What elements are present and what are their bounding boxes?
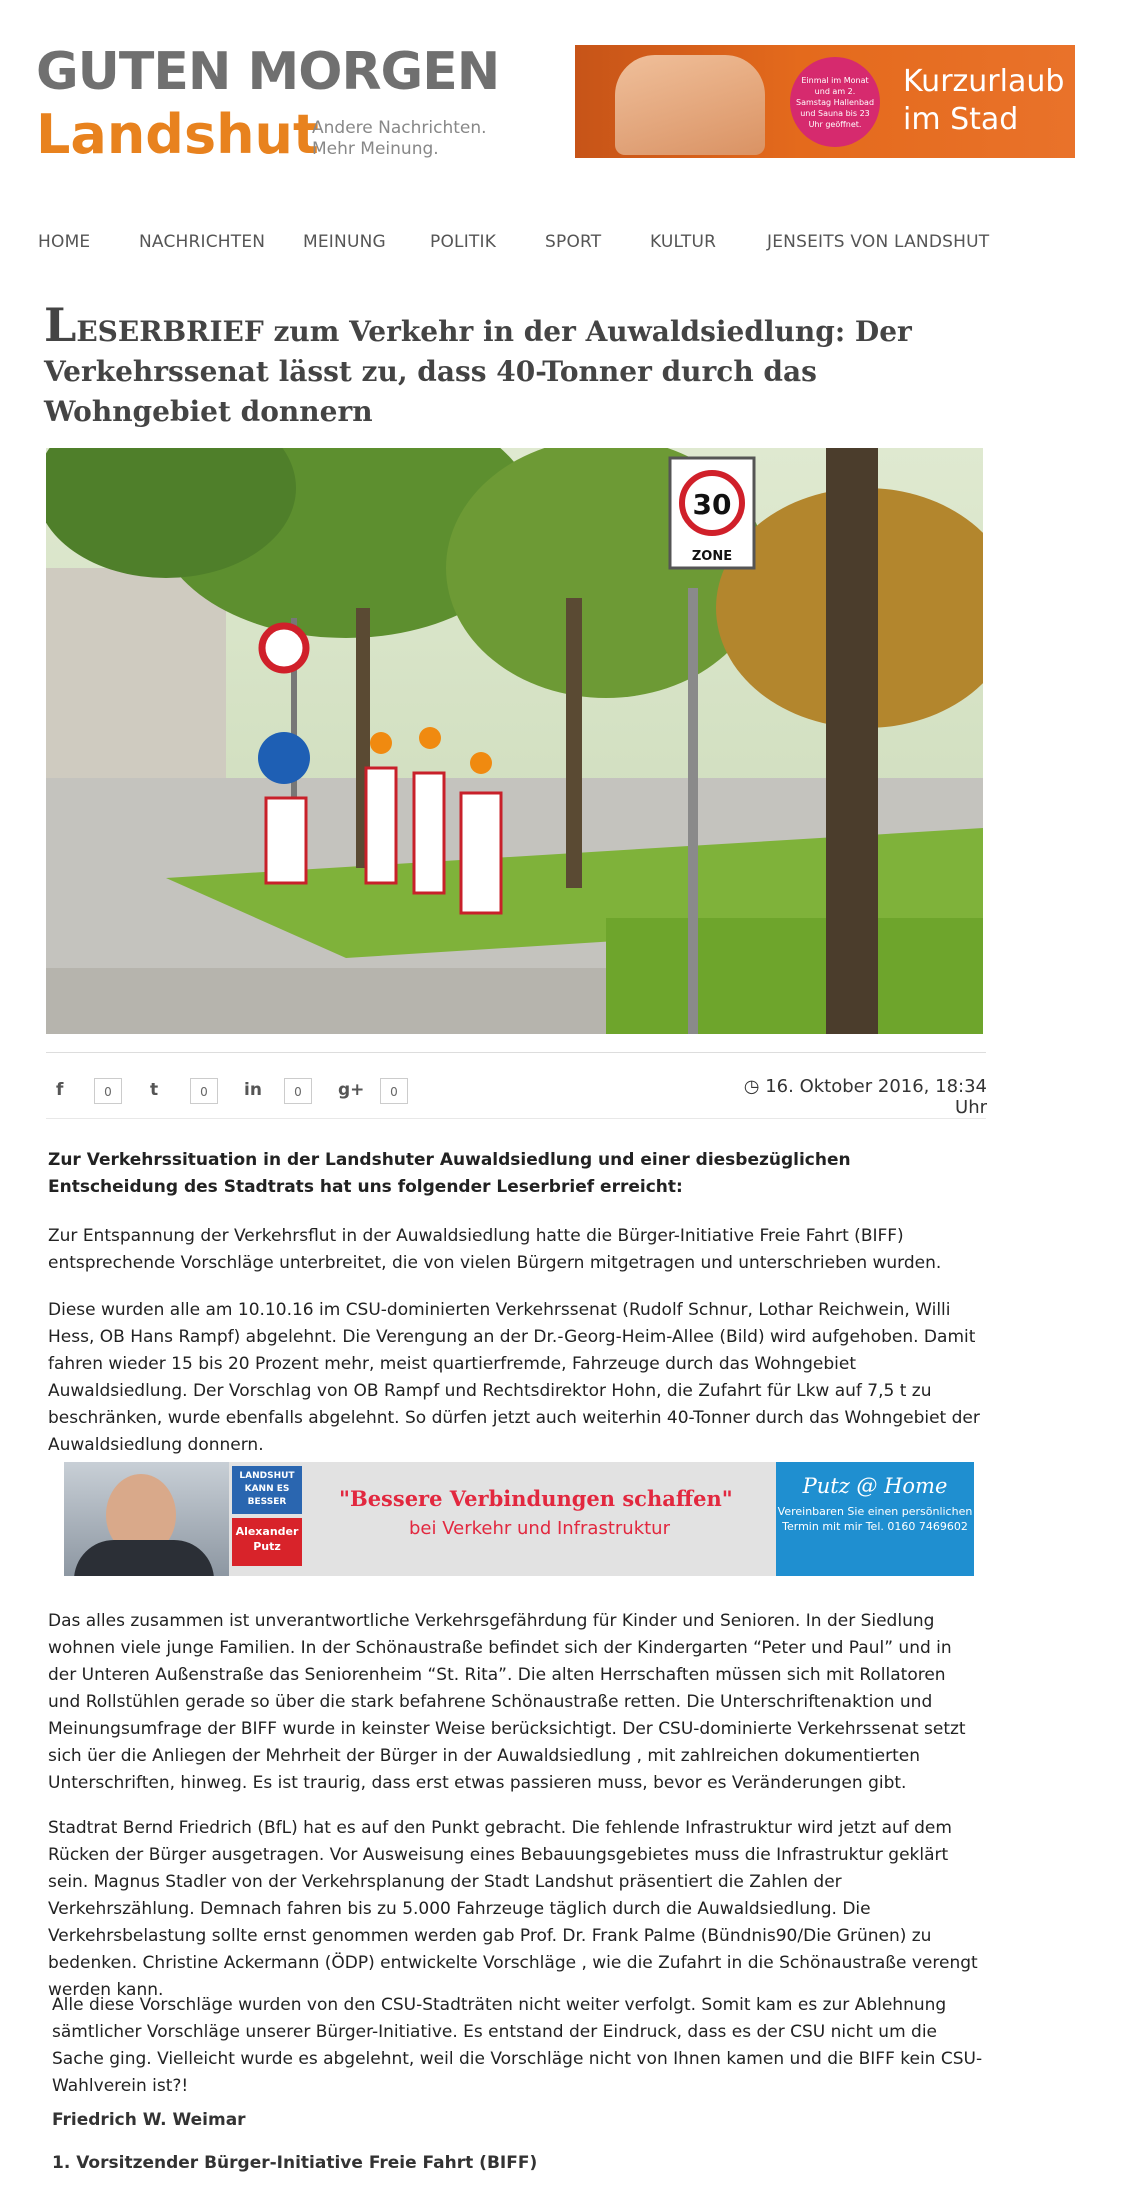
googleplus-icon[interactable]: g+ bbox=[338, 1080, 365, 1100]
direction-sign bbox=[258, 732, 310, 784]
ad-logo-slogan: LANDSHUT KANN ES BESSER bbox=[232, 1466, 302, 1514]
ad-contact-title: Putz @ Home bbox=[802, 1474, 948, 1498]
article-paragraph-5: Alle diese Vorschläge wurden von den CSU-Stadträten nicht weiter verfolgt. Somit kam es zur Ablehnung sämtlicher Vorschläge unserer Bürger-Initiative. Es entstand der Eindruck, dass es der CSU nicht um die Sache ging. Vielleicht wurde es abgelehnt, weil die Vorschläge nicht von Ihnen kamen und die BIFF kein CSU-Wahlverein ist?! bbox=[52, 1995, 983, 2096]
zone-sign-number: 30 bbox=[692, 488, 732, 521]
nav-item-home[interactable]: HOME bbox=[38, 232, 91, 252]
no-entry-sign bbox=[262, 626, 306, 670]
ad-contact-text: Vereinbaren Sie einen persönlichen Termin mit mir Tel. 0160 7469602 bbox=[777, 1505, 973, 1533]
date-text: 16. Oktober 2016, 18:34 Uhr bbox=[765, 1076, 987, 1118]
zone-sign-label: ZONE bbox=[691, 549, 733, 564]
tree-trunk bbox=[826, 448, 878, 1034]
share-divider-top bbox=[46, 1052, 986, 1053]
nav-item-nachrichten[interactable]: NACHRICHTEN bbox=[139, 232, 266, 252]
banner-person-image bbox=[615, 55, 765, 155]
article-title bbox=[44, 298, 944, 432]
ad-portrait-suit bbox=[74, 1540, 214, 1576]
banner-circle-badge: Einmal im Monat und am 2. Samstag Hallenbad und Sauna bis 23 Uhr geöffnet. bbox=[790, 57, 880, 147]
street-scene-illustration bbox=[46, 448, 983, 1034]
nav-item-kultur[interactable]: KULTUR bbox=[650, 232, 717, 252]
article-paragraph-1: Zur Entspannung der Verkehrsflut in der Auwaldsiedlung hatte die Bürger-Initiative Freie Fahrt (BIFF) entsprechende Vorschläge unterbreitet, die von vielen Bürgern mitgetragen und unterschrieben wurden. bbox=[48, 1226, 942, 1273]
ad-subtitle: bei Verkehr und Infrastruktur bbox=[409, 1518, 670, 1539]
author-role: 1. Vorsitzender Bürger-Initiative Freie Fahrt (BIFF) bbox=[52, 2153, 538, 2173]
share-divider-bottom bbox=[46, 1118, 986, 1119]
main-nav bbox=[0, 232, 1128, 268]
linkedin-icon[interactable]: in bbox=[244, 1080, 262, 1100]
ad-logo-name: Alexander Putz bbox=[232, 1518, 302, 1566]
nav-item-sport[interactable]: SPORT bbox=[545, 232, 602, 252]
barrier-post bbox=[366, 768, 396, 883]
author-name: Friedrich W. Weimar bbox=[52, 2110, 246, 2130]
article-date bbox=[737, 1076, 987, 1118]
nav-item-meinung[interactable]: MEINUNG bbox=[303, 232, 386, 252]
site-logo-top[interactable]: GUTEN MORGEN bbox=[36, 42, 500, 102]
site-logo-bottom[interactable]: Landshut bbox=[36, 103, 319, 166]
nav-item-politik[interactable]: POLITIK bbox=[430, 232, 497, 252]
share-bar bbox=[56, 1078, 436, 1104]
article-paragraph-3: Das alles zusammen ist unverantwortliche Verkehrsgefährdung für Kinder und Senioren. In der Siedlung wohnen viele junge Familien. In der Schönaustraße befindet sich der Kindergarten “Peter und Paul” und in der Unteren Außenstraße das Seniorenheim “St. Rita”. Die alten Herrschaften müssen sich mit Rollatoren und Rollstühlen gerade so über die stark befahrene Schönaustraße retten. Die Unterschriftenaktion und Meinungsumfrage der BIFF wurde in keinster Weise berücksichtigt. Der CSU-dominierte Verkehrssenat setzt sich üer die Anliegen der Mehrheit der Bürger in der Auwaldsiedlung , mit zahlreichen dokumentierten Unterschriften, hinweg. Es ist traurig, dass erst etwas passieren muss, bevor es Veränderungen gibt. bbox=[48, 1611, 966, 1793]
campaign-ad-banner[interactable] bbox=[64, 1462, 974, 1576]
header-ad-banner[interactable] bbox=[575, 45, 1075, 158]
ad-contact-box bbox=[776, 1462, 974, 1576]
facebook-count: 0 bbox=[94, 1078, 122, 1104]
nav-item-jenseits[interactable]: JENSEITS VON LANDSHUT bbox=[767, 232, 990, 252]
banner-line-2: im Stad bbox=[903, 102, 1019, 137]
twitter-icon[interactable]: t bbox=[150, 1080, 159, 1100]
title-initial: L bbox=[44, 298, 77, 352]
article-intro: Zur Verkehrssituation in der Landshuter Auwaldsiedlung und einer diesbezüglichen Entscheidung des Stadtrats hat uns folgender Leserbrief erreicht: bbox=[48, 1150, 851, 1197]
ad-slogan: "Bessere Verbindungen schaffen" bbox=[339, 1486, 733, 1511]
clock-icon: ◷ bbox=[743, 1076, 766, 1097]
facebook-icon[interactable]: f bbox=[56, 1080, 64, 1100]
ad-portrait bbox=[64, 1462, 229, 1576]
banner-headline bbox=[903, 63, 1064, 139]
article-paragraph-4: Stadtrat Bernd Friedrich (BfL) hat es auf den Punkt gebracht. Die fehlende Infrastruktur wird jetzt auf dem Rücken der Bürger ausgetragen. Vor Ausweisung eines Bebauungsgebietes muss die Infrastruktur geklärt sein. Magnus Stadler von der Verkehrsplanung der Stadt Landshut präsentiert die Zahlen der Verkehrszählung. Demnach fahren bis zu 5.000 Fahrzeuge täglich durch die Auwaldsiedlung. Die Verkehrsbelastung sollte ernst genommen werden gab Prof. Dr. Frank Palme (Bündnis90/Die Grünen) zu bedenken. Christine Ackermann (ÖDP) entwickelte Vorschläge , wie die Zufahrt in die Schönaustraße verengt werden kann. bbox=[48, 1818, 978, 2000]
building bbox=[46, 568, 226, 808]
site-tagline bbox=[312, 118, 487, 160]
tagline-line-1: Andere Nachrichten. bbox=[312, 118, 487, 138]
linkedin-count: 0 bbox=[284, 1078, 312, 1104]
banner-line-1: Kurzurlaub bbox=[903, 64, 1065, 99]
googleplus-count: 0 bbox=[380, 1078, 408, 1104]
title-text: ESERBRIEF zum Verkehr in der Auwaldsiedlung: Der Verkehrssenat lässt zu, dass 40-Tonner durch das Wohngebiet donnern bbox=[44, 315, 912, 428]
tagline-line-2: Mehr Meinung. bbox=[312, 139, 439, 159]
article-paragraph-2: Diese wurden alle am 10.10.16 im CSU-dominierten Verkehrssenat (Rudolf Schnur, Lothar Reichwein, Willi Hess, OB Hans Rampf) abgelehnt. Die Verengung an der Dr.-Georg-Heim-Allee (Bild) wird aufgehoben. Damit fahren wieder 15 bis 20 Prozent mehr, meist quartierfremde, Fahrzeuge durch das Wohngebiet Auwaldsiedlung. Der Vorschlag von OB Rampf und Rechtsdirektor Hohn, die Zufahrt für Lkw auf 7,5 t zu beschränken, wurde ebenfalls abgelehnt. So dürfen jetzt auch weiterhin 40-Tonner durch das Wohngebiet der Auwaldsiedlung donnern. bbox=[48, 1300, 980, 1455]
twitter-count: 0 bbox=[190, 1078, 218, 1104]
article-photo bbox=[46, 448, 983, 1034]
